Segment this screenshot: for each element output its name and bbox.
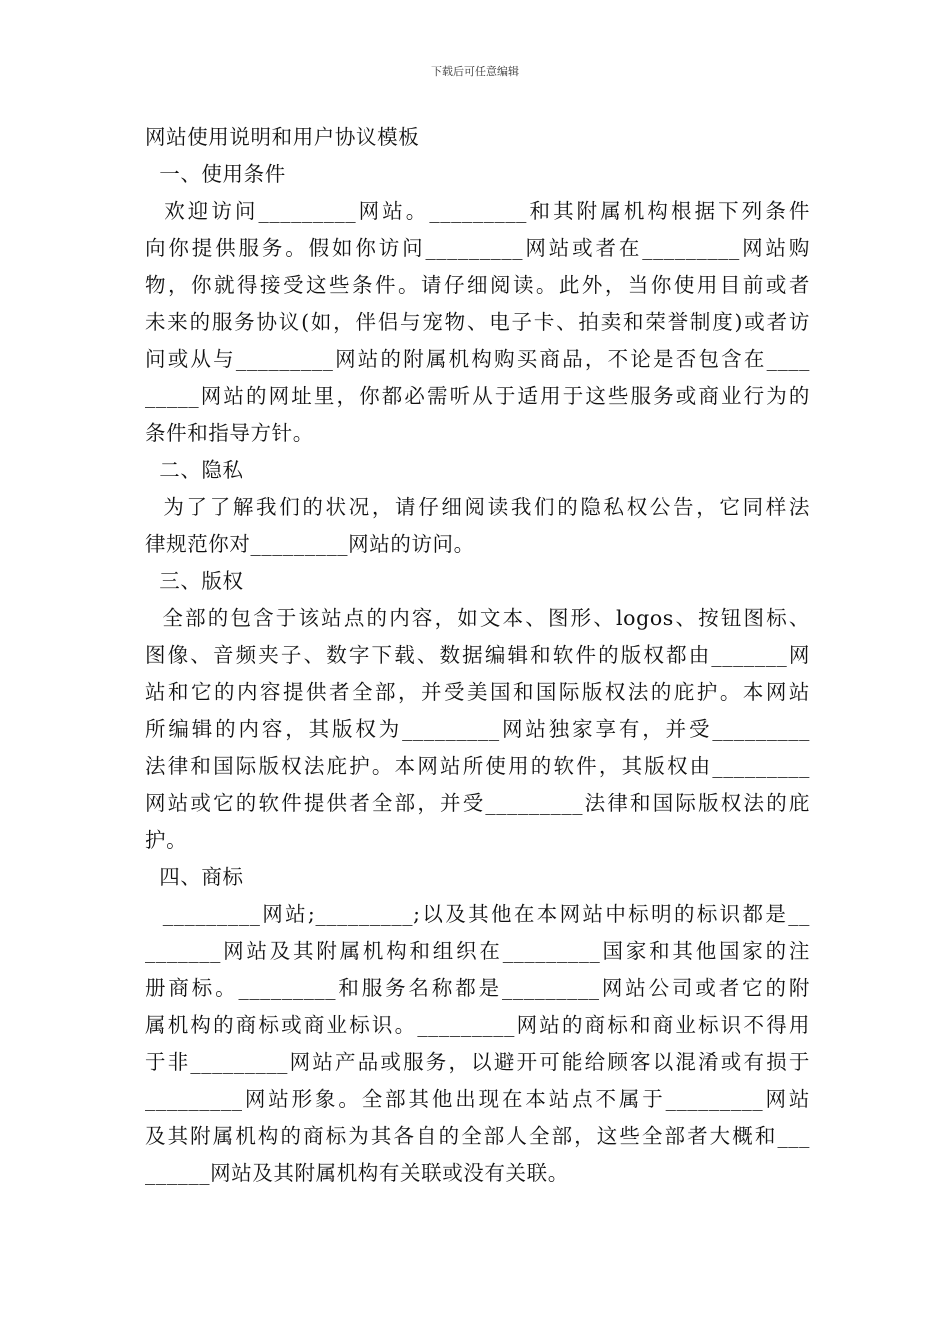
text-line: 全部的包含于该站点的内容，如文本、图形、logos、按钮图标、: [145, 606, 810, 630]
text-line: 律规范你对_________网站的访问。: [145, 532, 475, 556]
text-line: 为了了解我们的状况，请仔细阅读我们的隐私权公告，它同样法: [145, 495, 810, 519]
text-line: 及其附属机构的商标为其各自的全部人全部，这些全部者大概和___: [145, 1124, 810, 1148]
text-line: 站和它的内容提供者全部，并受美国和国际版权法的庇护。本网站: [145, 680, 810, 704]
text-line: 三、版权: [145, 569, 244, 593]
text-line: 物，你就得接受这些条件。请仔细阅读。此外，当你使用目前或者: [145, 273, 810, 297]
text-line: _____网站的网址里，你都必需听从于适用于这些服务或商业行为的: [145, 384, 810, 408]
text-line: 条件和指导方针。: [145, 421, 314, 445]
text-line: 欢迎访问_________网站。_________和其附属机构根据下列条件: [145, 199, 810, 223]
text-line: 所编辑的内容，其版权为_________网站独家享有，并受_________: [145, 717, 810, 741]
text-line: 问或从与_________网站的附属机构购买商品，不论是否包含在____: [145, 347, 810, 371]
text-line: 册商标。_________和服务名称都是_________网站公司或者它的附: [145, 976, 810, 1000]
text-line: ______网站及其附属机构有关联或没有关联。: [145, 1161, 569, 1185]
text-line: 网站或它的软件提供者全部，并受_________法律和国际版权法的庇: [145, 791, 810, 815]
text-line: 法律和国际版权法庇护。本网站所使用的软件，其版权由_________: [145, 754, 810, 778]
text-line: 二、隐私: [145, 458, 244, 482]
text-line: 护。: [145, 828, 188, 852]
text-line: 网站使用说明和用户协议模板: [145, 125, 420, 149]
page-header-note: 下载后可任意编辑: [431, 65, 519, 78]
document-body: [145, 119, 810, 1192]
text-line: 四、商标: [145, 865, 244, 889]
text-line: _______网站及其附属机构和组织在_________国家和其他国家的注: [145, 939, 810, 963]
text-line: _________网站形象。全部其他出现在本站点不属于_________网站: [145, 1087, 810, 1111]
text-line: 一、使用条件: [145, 162, 286, 186]
text-line: 未来的服务协议(如，伴侣与宠物、电子卡、拍卖和荣誉制度)或者访: [145, 310, 810, 334]
text-line: _________网站;_________;以及其他在本网站中标明的标识都是__: [145, 902, 810, 926]
text-line: 属机构的商标或商业标识。_________网站的商标和商业标识不得用: [145, 1013, 810, 1037]
text-line: 图像、音频夹子、数字下载、数据编辑和软件的版权都由_______网: [145, 643, 810, 667]
text-line: 向你提供服务。假如你访问_________网站或者在_________网站购: [145, 236, 810, 260]
text-line: 于非_________网站产品或服务，以避开可能给顾客以混淆或有损于: [145, 1050, 810, 1074]
